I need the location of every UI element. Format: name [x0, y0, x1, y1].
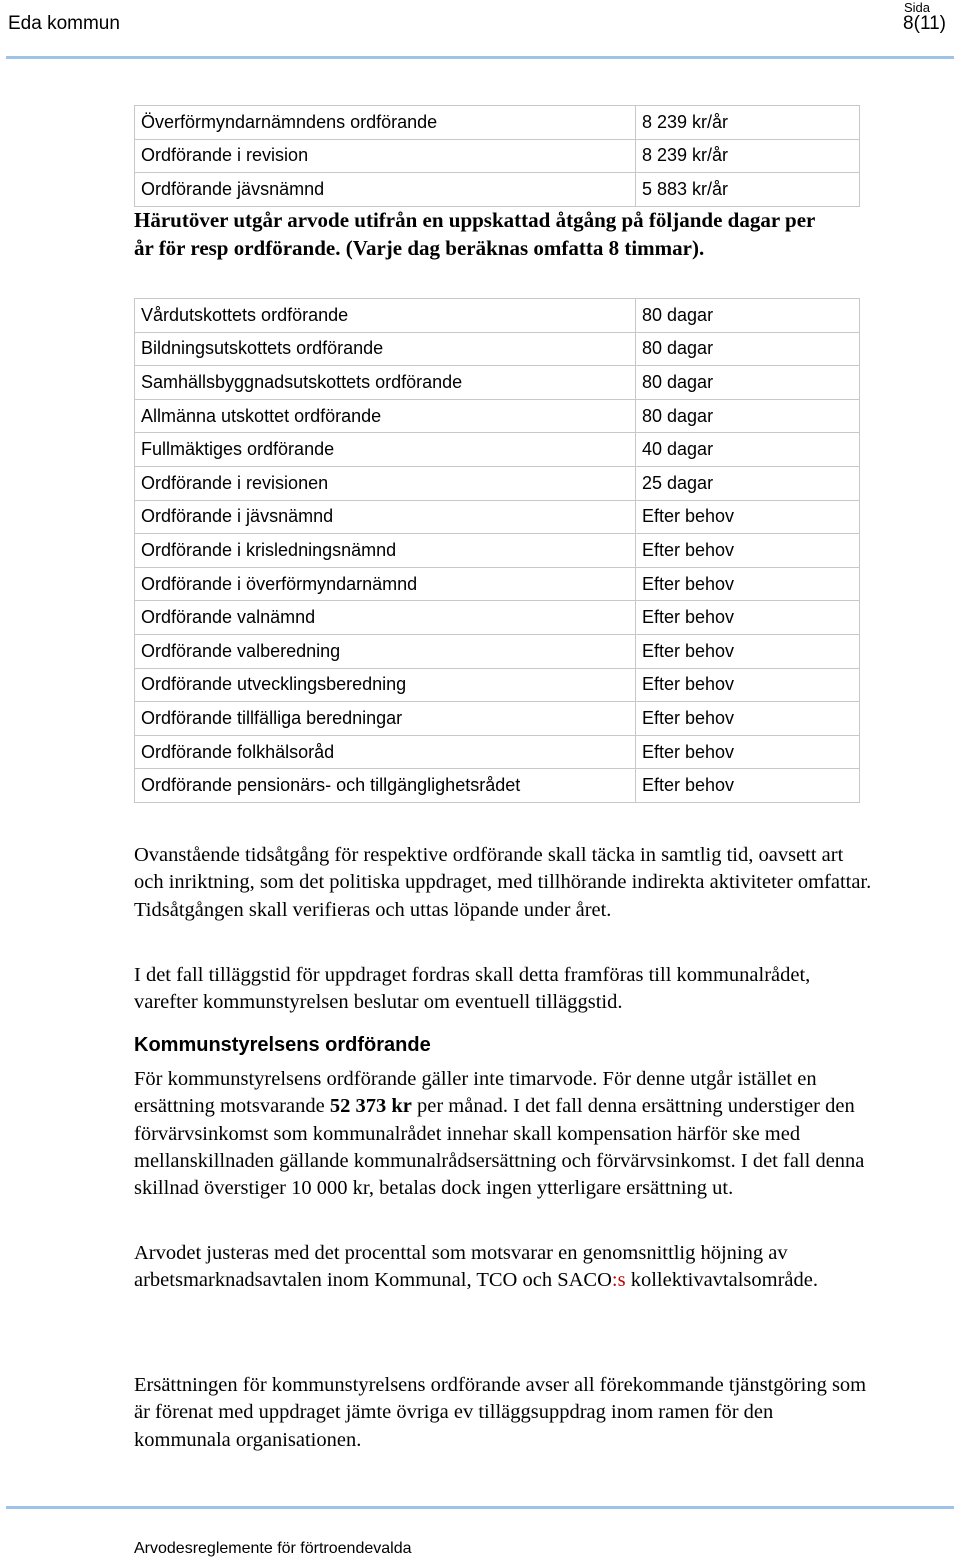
paragraph-adjustment [134, 1240, 874, 1295]
value-cell: Efter behov [636, 634, 860, 668]
header-divider [6, 56, 954, 59]
text-segment: kollektivavtalsområde. [625, 1269, 818, 1292]
footer-title: Arvodesreglemente för förtroendevalda [134, 1540, 412, 1557]
table-row [135, 702, 860, 736]
value-cell: 8 239 kr/år [636, 106, 860, 140]
role-cell: Överförmyndarnämndens ordförande [135, 106, 636, 140]
value-cell: 80 dagar [636, 366, 860, 400]
role-cell: Fullmäktiges ordförande [135, 433, 636, 467]
table-row [135, 500, 860, 534]
role-cell: Bildningsutskottets ordförande [135, 332, 636, 366]
role-cell: Ordförande tillfälliga beredningar [135, 702, 636, 736]
value-cell: 8 239 kr/år [636, 139, 860, 173]
paragraph-time-usage: Ovanstående tidsåtgång för respektive ordförande skall täcka in samtlig tid, oavsett art och inriktning, som det politiska uppdraget, med tillhörande indirekta aktiviteter omfattar. Tidsåtgången skall verifieras och uttas löpande under året. [134, 844, 872, 921]
role-cell: Ordförande utvecklingsberedning [135, 668, 636, 702]
value-cell: 5 883 kr/år [636, 173, 860, 207]
role-cell: Allmänna utskottet ordförande [135, 399, 636, 433]
role-cell: Ordförande i revision [135, 139, 636, 173]
role-cell: Ordförande valnämnd [135, 601, 636, 635]
value-cell: Efter behov [636, 702, 860, 736]
role-cell: Samhällsbyggnadsutskottets ordförande [135, 366, 636, 400]
value-cell: Efter behov [636, 601, 860, 635]
paragraph-extra-time: I det fall tilläggstid för uppdraget fordras skall detta framföras till kommunalrådet, varefter kommunstyrelsen beslutar om eventuell tilläggstid. [134, 964, 811, 1014]
paragraph-scope: Ersättningen för kommunstyrelsens ordförande avser all förekommande tjänstgöring som är förenat med uppdraget jämte övriga ev tilläggsuppdrag inom ramen för den kommunala organisationen. [134, 1374, 867, 1451]
page-number: 8(11) [903, 13, 946, 34]
role-cell: Ordförande jävsnämnd [135, 173, 636, 207]
table-row [135, 139, 860, 173]
value-cell: Efter behov [636, 534, 860, 568]
value-cell: 80 dagar [636, 332, 860, 366]
value-cell: Efter behov [636, 769, 860, 803]
text-segment: För kommunstyrelsens ordförande gäller inte timarvode. För denne utgår istället en ersättning motsvarande [134, 1068, 817, 1118]
table-row [135, 601, 860, 635]
table-row [135, 106, 860, 140]
role-cell: Ordförande pensionärs- och tillgänglighetsrådet [135, 769, 636, 803]
role-cell: Vårdutskottets ordförande [135, 299, 636, 333]
table-row [135, 466, 860, 500]
role-cell: Ordförande i revisionen [135, 466, 636, 500]
role-cell: Ordförande valberedning [135, 634, 636, 668]
table-row [135, 399, 860, 433]
paragraph-chair-compensation [134, 1066, 874, 1202]
table-row [135, 769, 860, 803]
text-segment: Arvodet justeras med det procenttal som motsvarar en genomsnittlig höjning av arbetsmarknadsavtalen inom Kommunal, TCO och SACO [134, 1242, 788, 1292]
role-cell: Ordförande i krisledningsnämnd [135, 534, 636, 568]
monthly-amount: 52 373 kr [329, 1095, 412, 1118]
table-row [135, 735, 860, 769]
value-cell: 80 dagar [636, 399, 860, 433]
value-cell: Efter behov [636, 735, 860, 769]
value-cell: Efter behov [636, 668, 860, 702]
value-cell: 40 dagar [636, 433, 860, 467]
value-cell: Efter behov [636, 500, 860, 534]
table-row [135, 299, 860, 333]
table-row [135, 366, 860, 400]
table-row [135, 433, 860, 467]
table-row [135, 173, 860, 207]
role-cell: Ordförande i överförmyndarnämnd [135, 567, 636, 601]
section-heading: Kommunstyrelsens ordförande [134, 1034, 431, 1056]
role-cell: Ordförande i jävsnämnd [135, 500, 636, 534]
role-cell: Ordförande folkhälsoråd [135, 735, 636, 769]
page-label: Sida [903, 0, 930, 15]
red-text: :s [611, 1269, 626, 1292]
municipality-name: Eda kommun [8, 13, 120, 34]
table-row [135, 534, 860, 568]
table-row [135, 567, 860, 601]
fee-table [134, 105, 860, 207]
table-row [135, 634, 860, 668]
table-row [135, 332, 860, 366]
intro-text: Härutöver utgår arvode utifrån en uppskattad åtgång på följande dagar per år för resp ordförande. (Varje dag beräknas omfatta 8 timmar). [134, 208, 815, 260]
value-cell: Efter behov [636, 567, 860, 601]
footer-divider [6, 1506, 954, 1509]
value-cell: 25 dagar [636, 466, 860, 500]
days-table [134, 298, 860, 803]
value-cell: 80 dagar [636, 299, 860, 333]
table-row [135, 668, 860, 702]
text-segment: per månad. I det fall denna ersättning understiger den förvärvsinkomst som kommunalrådet innehar skall kompensation härför ske med mellanskillnaden gällande kommunalrådsersättning och förvärvsinkomst. I det fall denna skillnad överstiger 10 000 kr, betalas dock ingen ytterligare ersättning ut. [134, 1095, 865, 1200]
